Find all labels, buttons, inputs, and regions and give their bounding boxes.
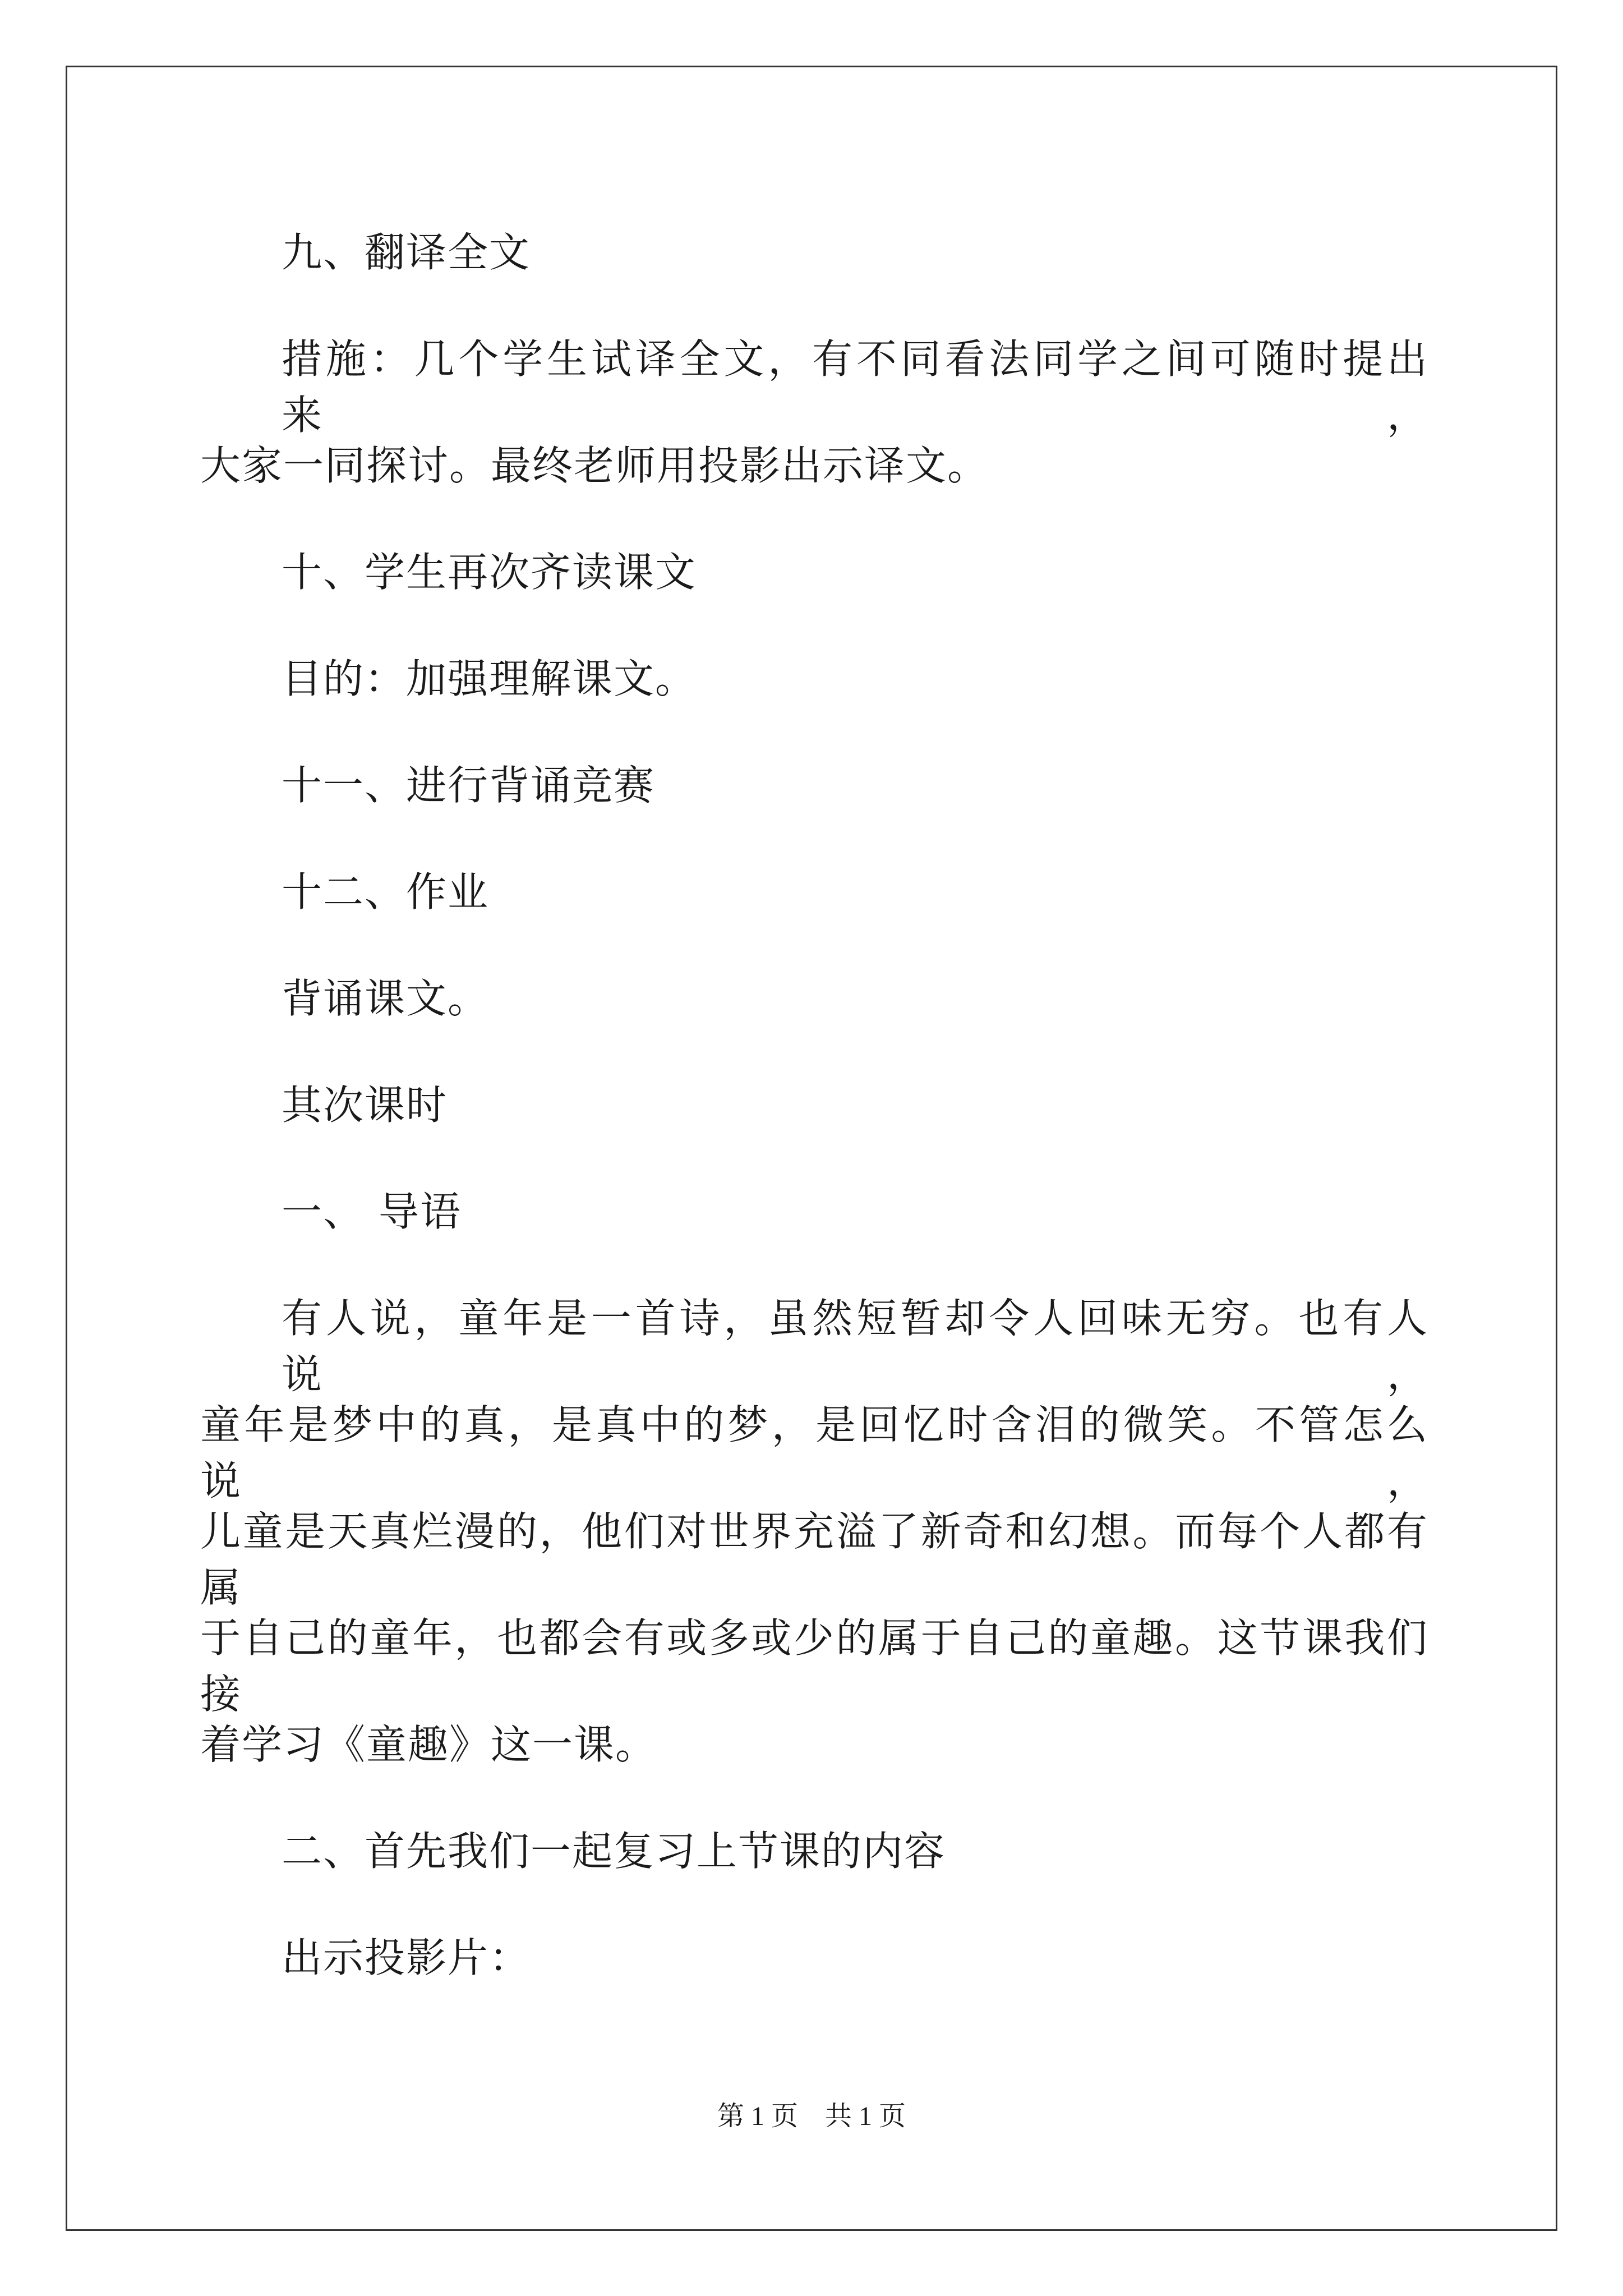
paragraph-line: 着学习《童趣》这一课。 [200, 1721, 657, 1768]
page-number-footer: 第 1 页 共 1 页 [717, 2101, 906, 2131]
heading-second-lesson: 其次课时 [282, 1082, 448, 1129]
paragraph-line: 出示投影片： [282, 1934, 531, 1981]
paragraph-line: 于自己的童年，也都会有或多或少的属于自己的童趣。这节课我们接 [200, 1614, 1428, 1718]
paragraph-line: 目的：加强理解课文。 [282, 655, 697, 702]
heading-reread: 十、学生再次齐读课文 [282, 549, 697, 596]
heading-intro: 一、 导语 [282, 1188, 462, 1235]
paragraph-line: 有人说，童年是一首诗，虽然短暂却令人回味无穷。也有人说， [282, 1295, 1428, 1398]
paragraph-line: 童年是梦中的真，是真中的梦，是回忆时含泪的微笑。不管怎么说， [200, 1401, 1428, 1504]
paragraph-line: 措施：几个学生试译全文，有不同看法同学之间可随时提出来， [282, 335, 1428, 439]
heading-translate: 九、翻译全文 [282, 229, 531, 276]
heading-recite-contest: 十一、进行背诵竞赛 [282, 762, 656, 809]
heading-review: 二、首先我们一起复习上节课的内容 [282, 1828, 946, 1875]
heading-homework: 十二、作业 [282, 868, 490, 915]
paragraph-line: 背诵课文。 [282, 975, 490, 1022]
paragraph-line: 大家一同探讨。最终老师用投影出示译文。 [200, 442, 989, 489]
paragraph-line: 儿童是天真烂漫的，他们对世界充溢了新奇和幻想。而每个人都有属 [200, 1508, 1428, 1611]
